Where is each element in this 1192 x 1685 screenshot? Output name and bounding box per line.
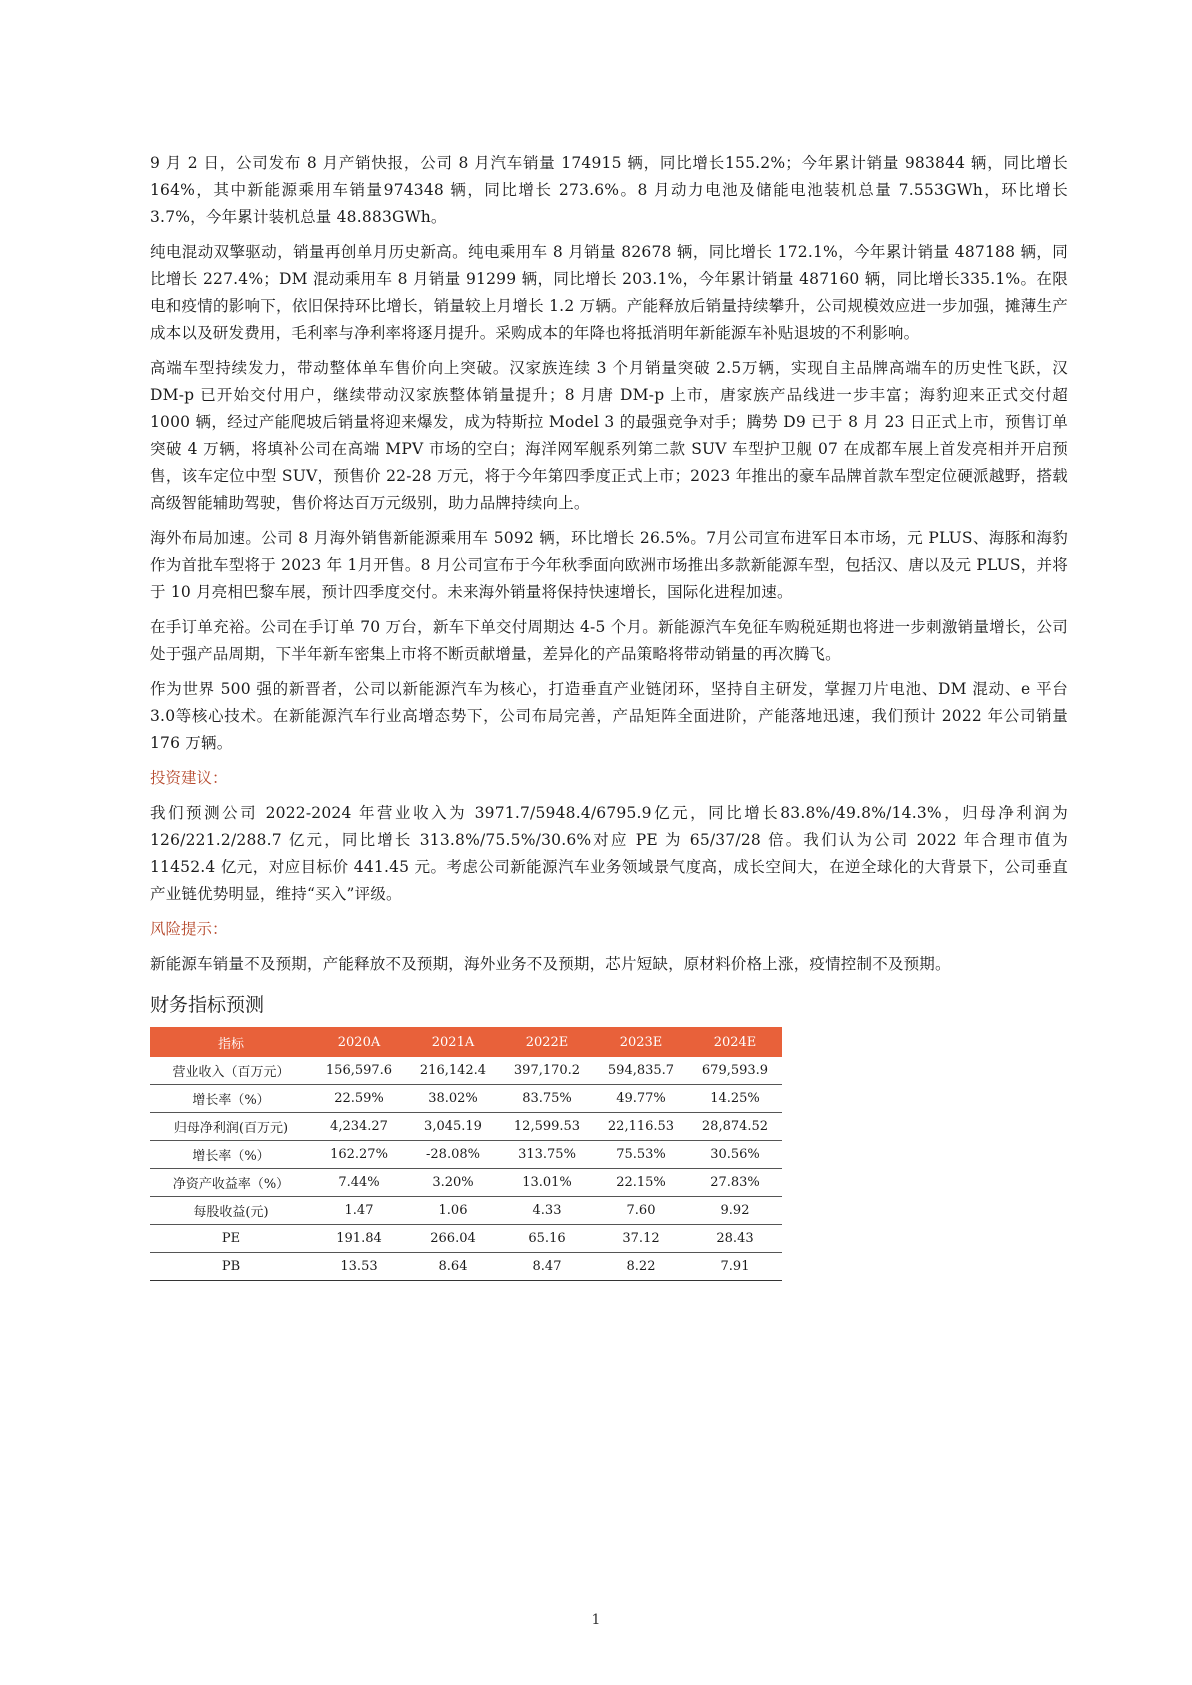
table-cell: 37.12 bbox=[594, 1225, 688, 1253]
table-cell: 8.64 bbox=[406, 1253, 500, 1281]
table-cell: 22,116.53 bbox=[594, 1113, 688, 1141]
paragraph-sales-report: 9 月 2 日，公司发布 8 月产销快报，公司 8 月汽车销量 174915 辆，同比增长155.2%；今年累计销量 983844 辆，同比增长 164%，其中新能源乘用车销量974348 辆，同比增长 273.6%。8 月动力电池及储能电池装机总量 7.553GWh，环比增长 3.7%，今年累计装机总量 48.883GWh。 bbox=[150, 154, 1068, 226]
table-cell: 3.20% bbox=[406, 1169, 500, 1197]
table-row bbox=[150, 1057, 782, 1085]
table-cell: 14.25% bbox=[688, 1085, 782, 1113]
table-cell: 38.02% bbox=[406, 1085, 500, 1113]
table-cell: 1.47 bbox=[312, 1197, 406, 1225]
table-cell: 397,170.2 bbox=[500, 1057, 594, 1085]
table-cell: 7.91 bbox=[688, 1253, 782, 1281]
table-cell: 1.06 bbox=[406, 1197, 500, 1225]
table-cell: 28,874.52 bbox=[688, 1113, 782, 1141]
table-cell: 49.77% bbox=[594, 1085, 688, 1113]
table-row bbox=[150, 1197, 782, 1225]
table-cell: 9.92 bbox=[688, 1197, 782, 1225]
table-row bbox=[150, 1225, 782, 1253]
table-cell: 4,234.27 bbox=[312, 1113, 406, 1141]
header-cell: 指标 bbox=[150, 1027, 312, 1057]
paragraph-dual-drive: 纯电混动双擎驱动，销量再创单月历史新高。纯电乘用车 8 月销量 82678 辆，同比增长 172.1%，今年累计销量 487188 辆，同比增长 227.4%；DM 混动乘用车 8 月销量 91299 辆，同比增长 203.1%，今年累计销量 487160 辆，同比增长335.1%。在限电和疫情的影响下，依旧保持环比增长，销量较上月增长 1.2 万辆。产能释放后销量持续攀升，公司规模效应进一步加强，摊薄生产成本以及研发费用，毛利率与净利率将逐月提升。采购成本的年降也将抵消明年新能源车补贴退坡的不利影响。 bbox=[150, 243, 1068, 342]
paragraph-high-end-models: 高端车型持续发力，带动整体单车售价向上突破。汉家族连续 3 个月销量突破 2.5万辆，实现自主品牌高端车的历史性飞跃，汉 DM-p 已开始交付用户，继续带动汉家族整体销量提升；8 月唐 DM-p 上市，唐家族产品线进一步丰富；海豹迎来正式交付超 1000 辆，经过产能爬坡后销量将迎来爆发，成为特斯拉 Model 3 的最强竞争对手；腾势 D9 已于 8 月 23 日正式上市，预售订单突破 4 万辆，将填补公司在高端 MPV 市场的空白；海洋网军舰系列第二款 SUV 车型护卫舰 07 在成都车展上首发亮相并开启预售，该车定位中型 SUV，预售价 22-28 万元，将于今年第四季度正式上市；2023 年推出的豪车品牌首款车型定位硬派越野，搭载高级智能辅助驾驶，售价将达百万元级别，助力品牌持续向上。 bbox=[150, 359, 1068, 512]
row-label: 营业收入（百万元） bbox=[150, 1057, 312, 1085]
row-label: 增长率（%） bbox=[150, 1085, 312, 1113]
table-cell: 156,597.6 bbox=[312, 1057, 406, 1085]
table-cell: 65.16 bbox=[500, 1225, 594, 1253]
table-cell: 75.53% bbox=[594, 1141, 688, 1169]
risk-heading: 风险提示： bbox=[150, 920, 228, 938]
table-cell: -28.08% bbox=[406, 1141, 500, 1169]
table-cell: 22.59% bbox=[312, 1085, 406, 1113]
page-number: 1 bbox=[591, 1612, 601, 1628]
table-cell: 22.15% bbox=[594, 1169, 688, 1197]
row-label: 每股收益(元) bbox=[150, 1197, 312, 1225]
table-cell: 13.01% bbox=[500, 1169, 594, 1197]
invest-heading: 投资建议： bbox=[150, 769, 228, 787]
table-cell: 162.27% bbox=[312, 1141, 406, 1169]
header-cell: 2021A bbox=[406, 1027, 500, 1057]
table-cell: 594,835.7 bbox=[594, 1057, 688, 1085]
table-cell: 13.53 bbox=[312, 1253, 406, 1281]
paragraph-summary: 作为世界 500 强的新晋者，公司以新能源汽车为核心，打造垂直产业链闭环，坚持自主研发，掌握刀片电池、DM 混动、e 平台 3.0等核心技术。在新能源汽车行业高增态势下，公司布局完善，产品矩阵全面进阶，产能落地迅速，我们预计 2022 年公司销量 176 万辆。 bbox=[150, 680, 1068, 752]
table-cell: 28.43 bbox=[688, 1225, 782, 1253]
table-row bbox=[150, 1141, 782, 1169]
table-cell: 4.33 bbox=[500, 1197, 594, 1225]
row-label: 增长率（%） bbox=[150, 1141, 312, 1169]
table-cell: 7.44% bbox=[312, 1169, 406, 1197]
table-cell: 679,593.9 bbox=[688, 1057, 782, 1085]
table-cell: 266.04 bbox=[406, 1225, 500, 1253]
header-cell: 2020A bbox=[312, 1027, 406, 1057]
header-cell: 2022E bbox=[500, 1027, 594, 1057]
row-label: 净资产收益率（%） bbox=[150, 1169, 312, 1197]
table-cell: 7.60 bbox=[594, 1197, 688, 1225]
table-cell: 8.47 bbox=[500, 1253, 594, 1281]
table-row bbox=[150, 1113, 782, 1141]
table-cell: 216,142.4 bbox=[406, 1057, 500, 1085]
table-cell: 83.75% bbox=[500, 1085, 594, 1113]
table-cell: 191.84 bbox=[312, 1225, 406, 1253]
row-label: 归母净利润(百万元) bbox=[150, 1113, 312, 1141]
financial-table bbox=[150, 1027, 782, 1281]
paragraph-orders: 在手订单充裕。公司在手订单 70 万台，新车下单交付周期达 4-5 个月。新能源汽车免征车购税延期也将进一步刺激销量增长，公司处于强产品周期，下半年新车密集上市将不断贡献增量，差异化的产品策略将带动销量的再次腾飞。 bbox=[150, 618, 1068, 663]
invest-text: 我们预测公司 2022-2024 年营业收入为 3971.7/5948.4/6795.9亿元，同比增长83.8%/49.8%/14.3%，归母净利润为 126/221.2/288.7 亿元，同比增长 313.8%/75.5%/30.6%对应 PE 为 65/37/28 倍。我们认为公司 2022 年合理市值为 11452.4 亿元，对应目标价 441.45 元。考虑公司新能源汽车业务领域景气度高，成长空间大，在逆全球化的大背景下，公司垂直产业链优势明显，维持“买入”评级。 bbox=[150, 804, 1068, 903]
paragraph-overseas: 海外布局加速。公司 8 月海外销售新能源乘用车 5092 辆，环比增长 26.5%。7月公司宣布进军日本市场，元 PLUS、海豚和海豹作为首批车型将于 2023 年 1月开售。8 月公司宣布于今年秋季面向欧洲市场推出多款新能源车型，包括汉、唐以及元 PLUS，并将于 10 月亮相巴黎车展，预计四季度交付。未来海外销量将保持快速增长，国际化进程加速。 bbox=[150, 529, 1068, 601]
row-label: PB bbox=[150, 1253, 312, 1281]
table-cell: 27.83% bbox=[688, 1169, 782, 1197]
document-body bbox=[150, 150, 1068, 1281]
table-cell: 30.56% bbox=[688, 1141, 782, 1169]
table-cell: 3,045.19 bbox=[406, 1113, 500, 1141]
table-cell: 12,599.53 bbox=[500, 1113, 594, 1141]
risk-text: 新能源车销量不及预期，产能释放不及预期，海外业务不及预期，芯片短缺，原材料价格上涨，疫情控制不及预期。 bbox=[150, 955, 951, 973]
table-row bbox=[150, 1169, 782, 1197]
header-cell: 2023E bbox=[594, 1027, 688, 1057]
table-cell: 8.22 bbox=[594, 1253, 688, 1281]
table-row bbox=[150, 1253, 782, 1281]
table-header-row bbox=[150, 1027, 782, 1057]
header-cell: 2024E bbox=[688, 1027, 782, 1057]
table-cell: 313.75% bbox=[500, 1141, 594, 1169]
table-row bbox=[150, 1085, 782, 1113]
table-title: 财务指标预测 bbox=[150, 994, 265, 1016]
row-label: PE bbox=[150, 1225, 312, 1253]
